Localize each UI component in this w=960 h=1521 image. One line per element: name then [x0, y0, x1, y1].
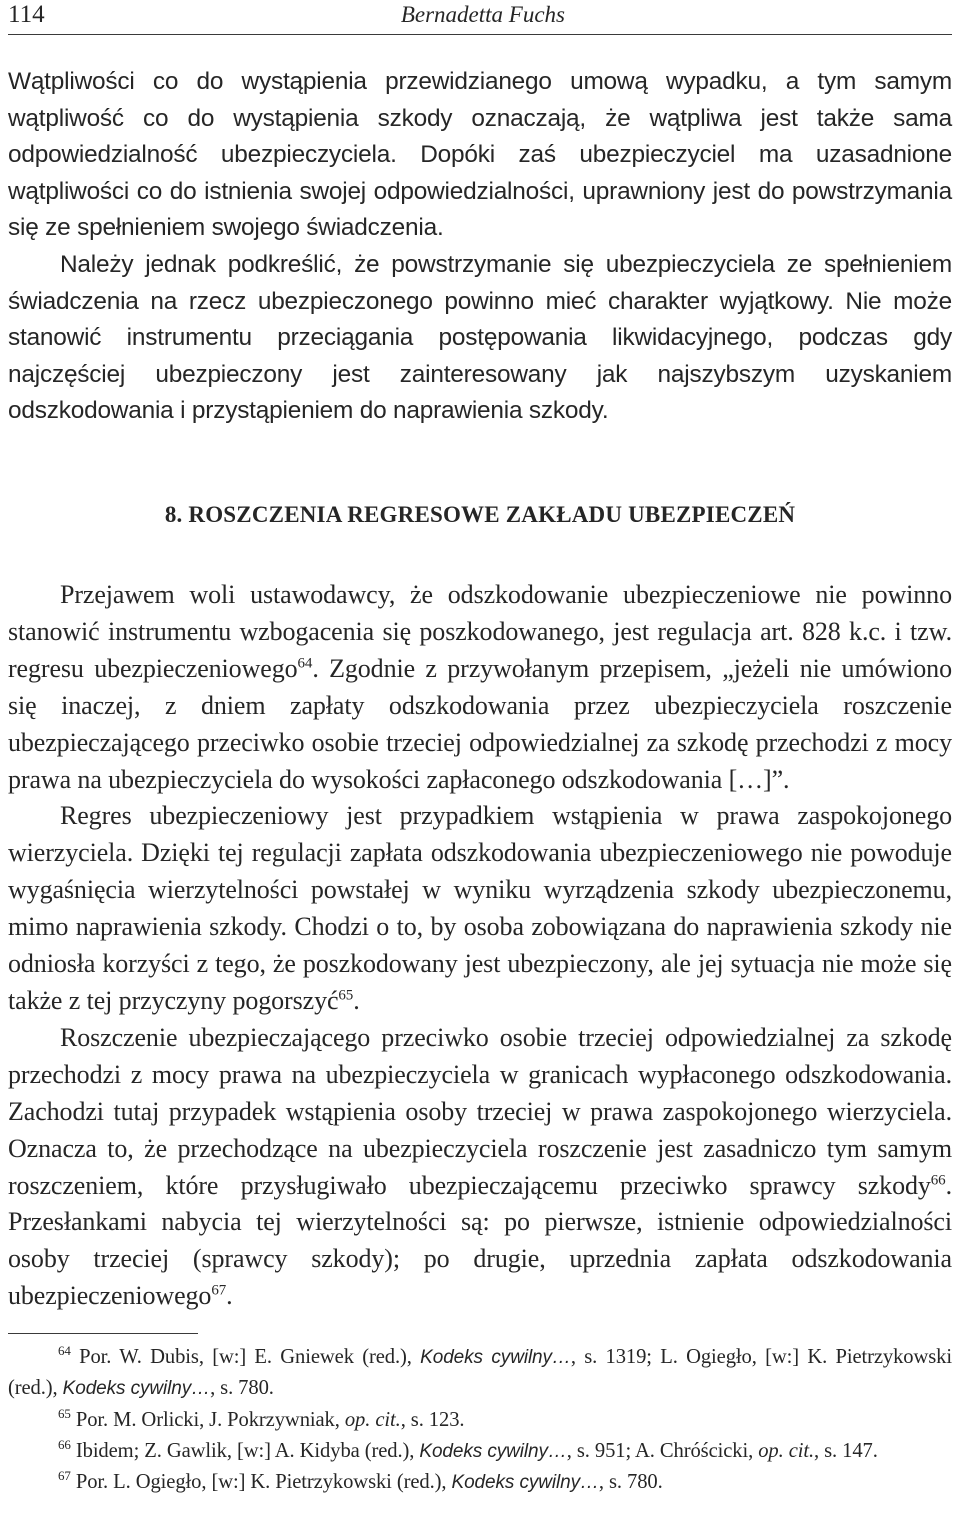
footnote-separator	[8, 1333, 198, 1334]
footnote-ref[interactable]: 66	[930, 1171, 946, 1188]
paragraph: Regres ubezpieczeniowy jest przypadkiem wstąpienia w prawa zaspokojonego wierzyciela. Dzięki tej regulacji zapłata odszkodowania ubezpieczeniowego nie powoduje wygaśnięcia wierzytelności powstałej w wyniku wyrządzenia szkody ubezpieczonemu, mimo naprawienia szkody. Chodzi o to, by osoba zobowiązana do naprawienia szkody nie odniosła korzyści z tego, że poszkodowany jest ubezpieczony, ale jej sytuacja nie może się także z tej przyczyny pogorszyć$^{65}$.	[8, 801, 952, 1015]
footnote-ref[interactable]: 67	[211, 1282, 227, 1299]
footnote: $^{64}$ Por. W. Dubis, [w:] E. Gniewek (red.), Kodeks cywilny…, s. 1319; L. Ogiegło, [w:] K. Pietrzykowski (red.), Kodeks cywilny…, s. 780.	[8, 1343, 953, 1400]
paragraph: Roszczenie ubezpieczającego przeciwko osobie trzeciej odpowiedzialnej za szkodę przechodzi z mocy prawa na ubezpieczyciela w granicach wypłaconego odszkodowania. Zachodzi tutaj przypadek wstąpienia osoby trzeciej w prawa zaspokojonego wierzyciela. Oznacza to, że przechodzące na ubezpieczyciela roszczenie jest zasadniczo tym samym roszczeniem, które przysługiwało ubezpieczającemu przeciwko sprawcy szkody$^{66}$. Przesłankami nabycia tej wierzytelności są: po pierwsze, istnienie odpowiedzialności osoby trzeciej (sprawcy szkody); po drugie, uprzednia zapłata odszkodowania ubezpieczeniowego$^{67}$.	[8, 1022, 952, 1311]
footnote-ref[interactable]: 65	[338, 987, 354, 1004]
section-heading: 8. ROSZCZENIA REGRESOWE ZAKŁADU UBEZPIECZEŃ	[164, 502, 796, 527]
footnotes	[8, 1342, 952, 1498]
paragraph: Wątpliwości co do wystąpienia przewidzianego umową wypadku, a tym samym wątpliwość co do wystąpienia szkody oznaczają, że wątpliwa jest także sama odpowiedzialność ubezpieczyciela. Dopóki zaś ubezpieczyciel ma uzasadnione wątpliwości co do istnienia swojej odpowiedzialności, uprawniony jest do powstrzymania się ze spełnieniem swojego świadczenia.	[8, 68, 952, 242]
paragraph: Należy jednak podkreślić, że powstrzymanie się ubezpieczyciela ze spełnieniem świadczenia na rzecz ubezpieczonego powinno mieć charakter wyjątkowy. Nie może stanowić instrumentu przeciągania postępowania likwidacyjnego, podczas gdy najczęściej ubezpieczony jest zainteresowany jak najszybszym uzyskaniem odszkodowania i przystąpieniem do naprawienia szkody.	[8, 250, 952, 425]
page-header	[8, 0, 952, 35]
footnote-ref[interactable]: 64	[297, 655, 313, 672]
paragraph: Przejawem woli ustawodawcy, że odszkodowanie ubezpieczeniowe nie powinno stanowić instrumentu wzbogacenia się poszkodowanego, jest regulacja art. 828 k.c. i tzw. regresu ubezpieczeniowego$^{64}$. Zgodnie z przywołanym przepisem, „jeżeli nie umówiono się inaczej, z dniem zapłaty odszkodowania przez ubezpieczyciela roszczenie ubezpieczającego przeciwko osobie trzeciej odpowiedzialnej za szkodę przechodzi z mocy prawa na ubezpieczyciela do wysokości zapłaconego odszkodowania […]”.	[8, 580, 952, 794]
running-head-author: Bernadetta Fuchs	[400, 2, 565, 27]
footnote: $^{67}$ Por. L. Ogiegło, [w:] K. Pietrzykowski (red.), Kodeks cywilny…, s. 780.	[58, 1468, 663, 1494]
footnote: $^{66}$ Ibidem; Z. Gawlik, [w:] A. Kidyba (red.), Kodeks cywilny…, s. 951; A. Chróścicki, op. cit., s. 147.	[58, 1437, 878, 1462]
page-number: 114	[8, 1, 45, 28]
body-text-top	[8, 64, 952, 430]
footnote: $^{65}$ Por. M. Orlicki, J. Pokrzywniak, op. cit., s. 123.	[58, 1405, 465, 1431]
body-text-section	[8, 577, 952, 1315]
